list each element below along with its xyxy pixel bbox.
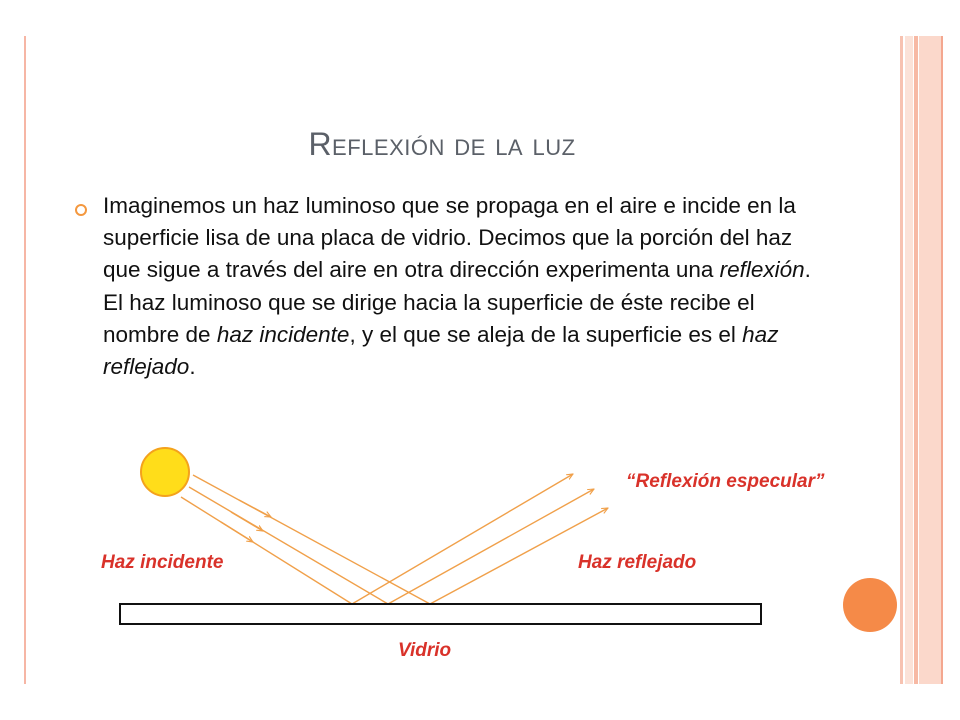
label-haz-reflejado: Haz reflejado	[578, 552, 697, 573]
label-reflexion-especular: “Reflexión especular”	[626, 471, 825, 492]
sun-icon	[141, 448, 189, 496]
paragraph-text-2: . El haz luminoso que se dirige hacia la superficie de éste recibe el nombre de	[103, 257, 811, 347]
glass-plate	[120, 604, 761, 624]
term-haz-incidente: haz incidente	[216, 321, 350, 347]
incident-ray-1	[193, 475, 430, 604]
reflected-ray-2	[388, 489, 594, 604]
incident-arrow-1	[239, 500, 271, 517]
paragraph-text-3: , y el que se aleja de la superficie es el	[349, 321, 743, 347]
term-reflexion: reflexión	[719, 257, 805, 283]
reflected-ray-1	[352, 474, 573, 604]
incident-arrow-2	[231, 512, 263, 531]
incident-arrow-3	[221, 522, 253, 542]
incident-ray-3	[181, 497, 352, 604]
label-haz-incidente: Haz incidente	[101, 552, 224, 573]
incident-ray-2	[189, 487, 388, 604]
slide-title: Reflexión de la luz	[308, 126, 576, 162]
paragraph-text-4: .	[189, 354, 196, 380]
term-haz-reflejado: haz reflejado	[103, 321, 779, 380]
paragraph-text-1: Imaginemos un haz luminoso que se propaga en el aire e incide en la superficie lisa de una placa de vidrio. Decimos que la porción del haz que sigue a través del aire en otra dirección experimenta una	[103, 193, 796, 283]
label-vidrio: Vidrio	[398, 640, 452, 661]
